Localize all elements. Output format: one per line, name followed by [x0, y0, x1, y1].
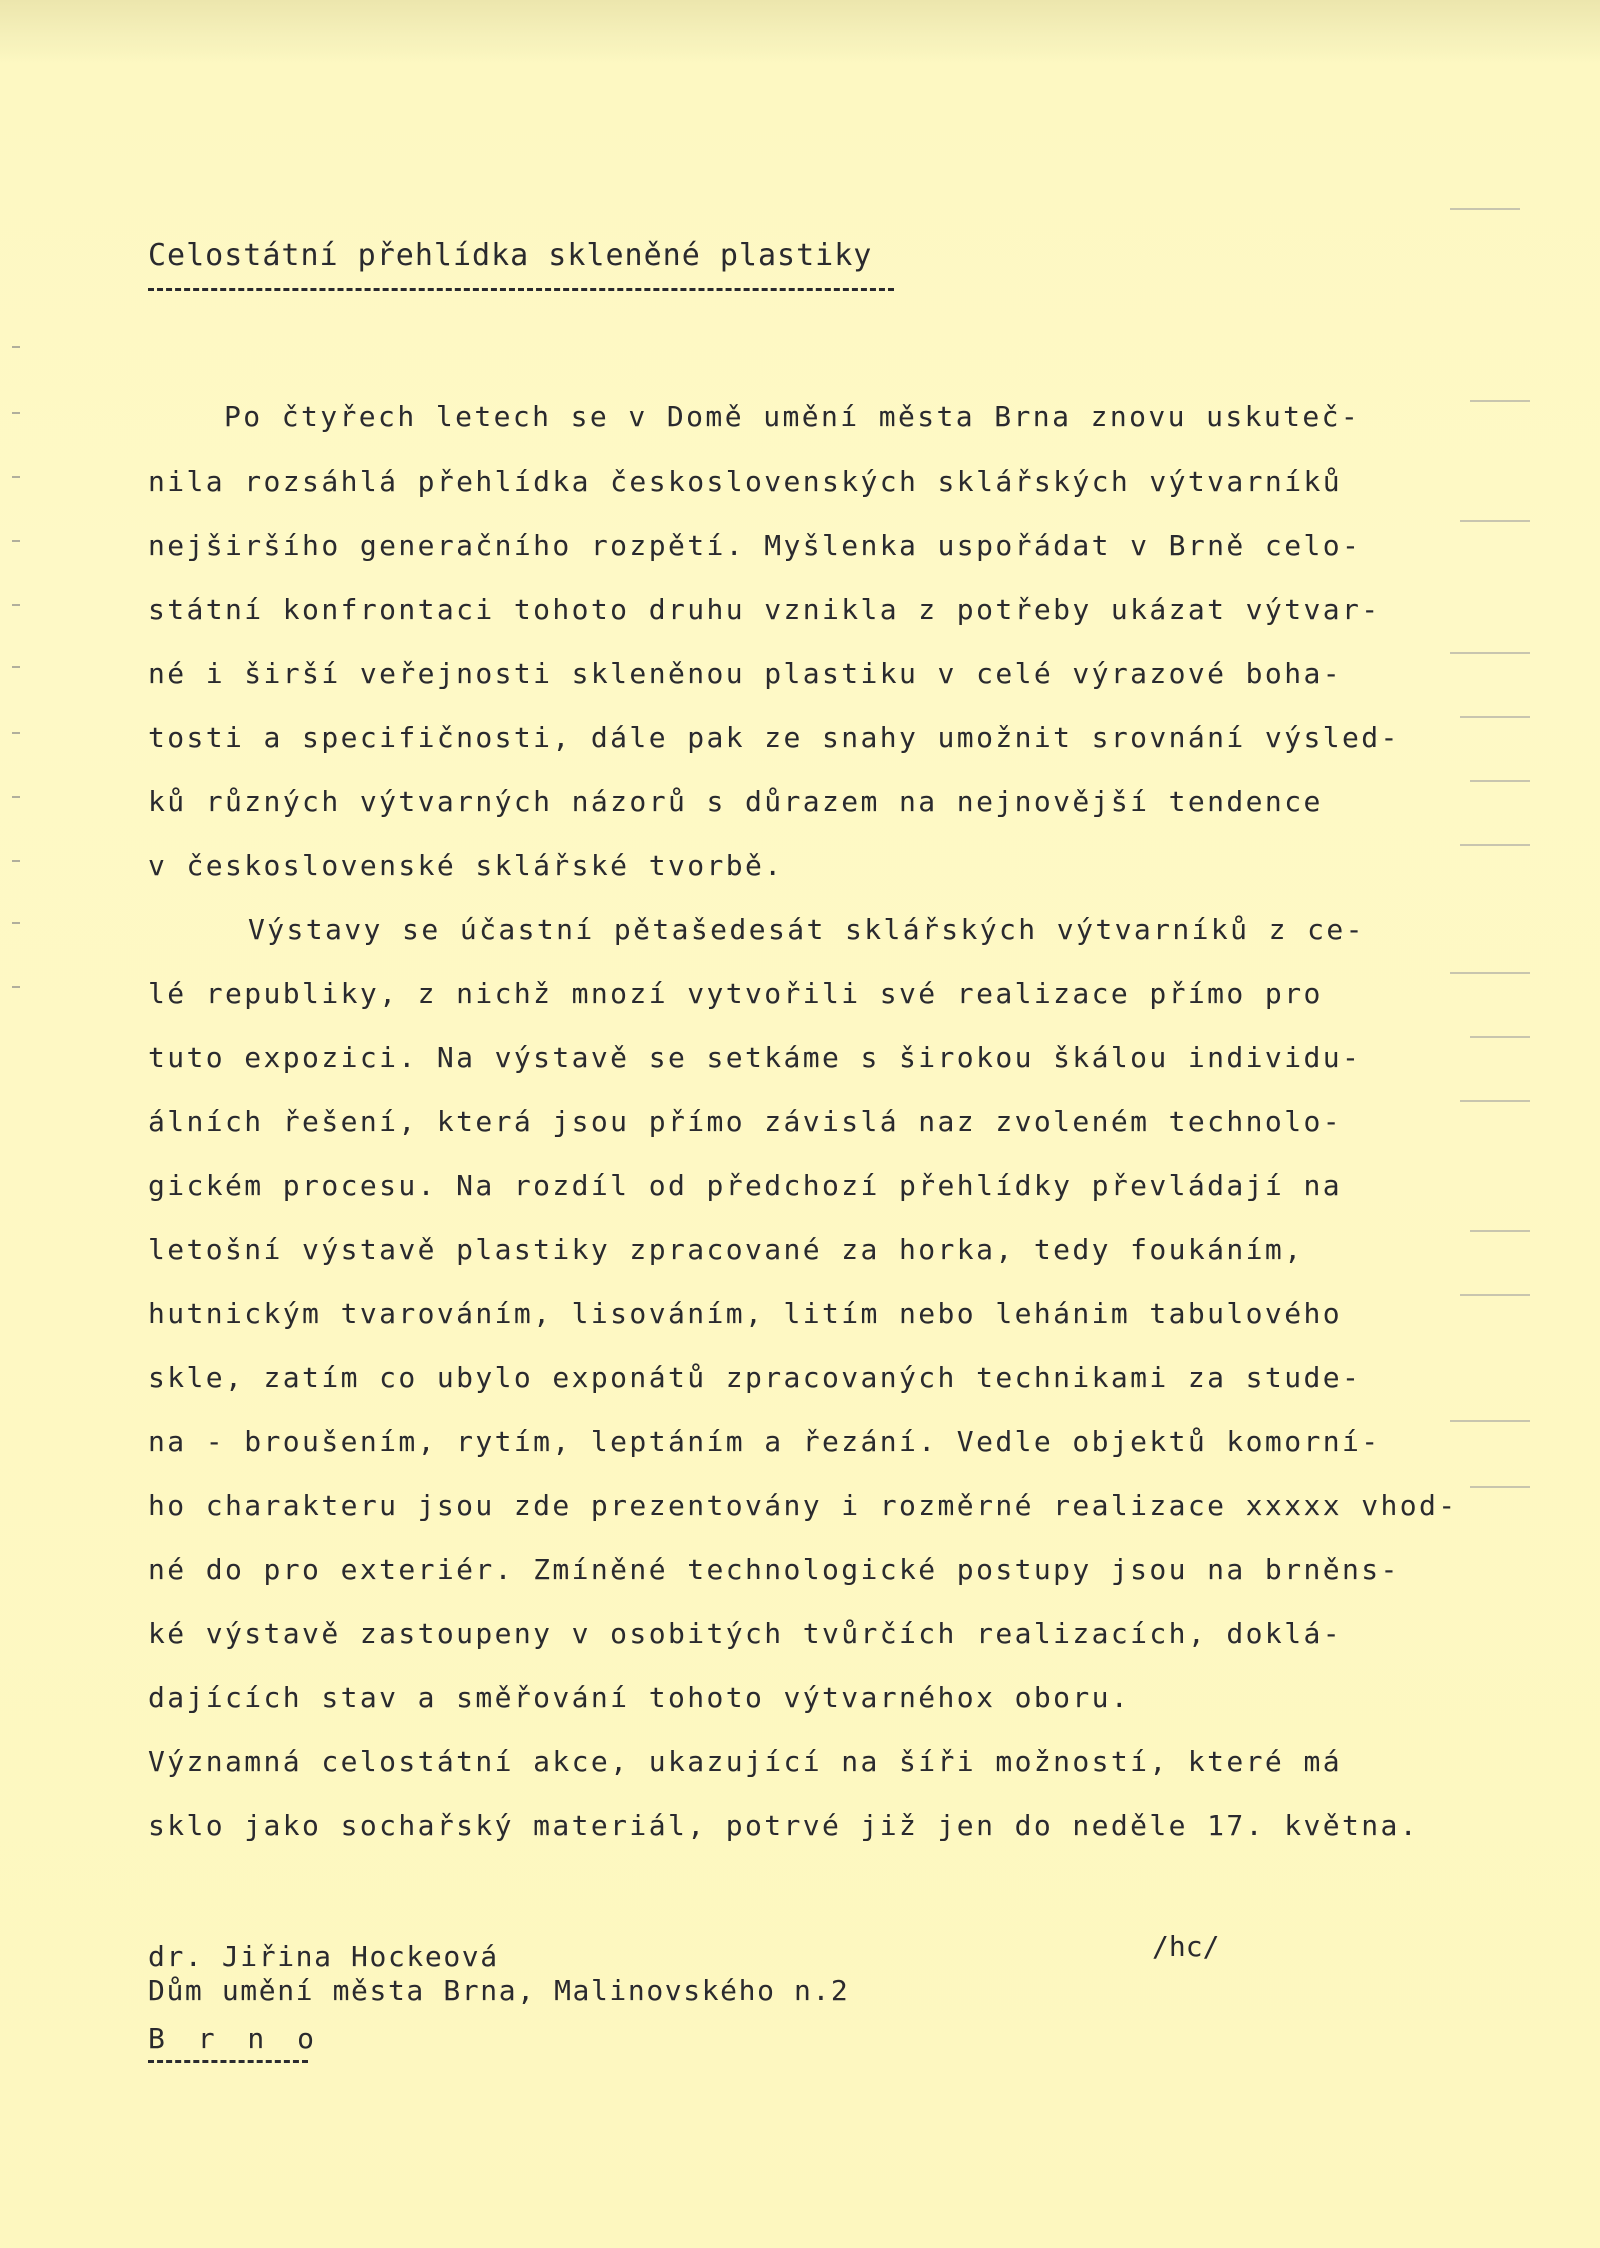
margin-mark: [12, 860, 20, 862]
margin-mark: [12, 604, 20, 606]
margin-mark: [1470, 1036, 1530, 1038]
margin-mark: [1460, 1100, 1530, 1102]
document-title: Celostátní přehlídka skleněné plastiky: [148, 238, 873, 273]
body-line: dajících stav a směřování tohoto výtvarnéhox oboru.: [148, 1681, 1131, 1714]
margin-mark: [1450, 652, 1530, 654]
body-line: lé republiky, z nichž mnozí vytvořili své realizace přímo pro: [148, 977, 1323, 1010]
margin-mark: [1470, 780, 1530, 782]
margin-mark: [1450, 1420, 1530, 1422]
margin-mark: [1460, 1294, 1530, 1296]
body-line: sklo jako sochařský materiál, potrvé již jen do neděle 17. května.: [148, 1809, 1419, 1842]
margin-mark: [12, 476, 20, 478]
body-line: nejširšího generačního rozpětí. Myšlenka uspořádat v Brně celo-: [148, 529, 1362, 562]
margin-mark: [1460, 844, 1530, 846]
body-line: ké výstavě zastoupeny v osobitých tvůrčích realizacích, doklá-: [148, 1617, 1342, 1650]
body-line: Výstavy se účastní pětašedesát sklářských výtvarníků z ce-: [248, 913, 1365, 946]
body-line: Významná celostátní akce, ukazující na šíři možností, které má: [148, 1745, 1342, 1778]
typist-initials: /hc/: [1152, 1930, 1220, 1963]
author-name: dr. Jiřina Hockeová: [148, 1940, 499, 1973]
body-line: nila rozsáhlá přehlídka československých sklářských výtvarníků: [148, 465, 1342, 498]
body-line: né i širší veřejnosti skleněnou plastiku v celé výrazové boha-: [148, 657, 1342, 690]
body-line: letošní výstavě plastiky zpracované za horka, tedy foukáním,: [148, 1233, 1304, 1266]
margin-mark: [12, 922, 20, 924]
margin-mark: [12, 986, 20, 988]
body-line: v československé sklářské tvorbě.: [148, 849, 784, 882]
author-address: Dům umění města Brna, Malinovského n.2: [148, 1974, 850, 2007]
body-line: álních řešení, která jsou přímo závislá naz zvoleném technolo-: [148, 1105, 1342, 1138]
paper-top-edge: [0, 0, 1600, 64]
margin-mark: [1460, 520, 1530, 522]
margin-mark: [12, 540, 20, 542]
body-line: hutnickým tvarováním, lisováním, litím nebo lehánim tabulového: [148, 1297, 1342, 1330]
margin-mark: [12, 346, 20, 348]
body-line: ků různých výtvarných názorů s důrazem na nejnovější tendence: [148, 785, 1323, 818]
body-line: skle, zatím co ubylo exponátů zpracovaných technikami za stude-: [148, 1361, 1362, 1394]
margin-mark: [1470, 400, 1530, 402]
margin-mark: [12, 666, 20, 668]
body-line: ho charakteru jsou zde prezentovány i rozměrné realizace xxxxx vhod-: [148, 1489, 1458, 1522]
margin-mark: [12, 732, 20, 734]
margin-mark: [1460, 716, 1530, 718]
body-line: né do pro exteriér. Zmíněné technologické postupy jsou na brněns-: [148, 1553, 1400, 1586]
body-line: gickém procesu. Na rozdíl od předchozí přehlídky převládají na: [148, 1169, 1342, 1202]
margin-mark: [1450, 972, 1530, 974]
city-underline: [148, 2060, 308, 2063]
margin-mark: [1470, 1486, 1530, 1488]
title-underline: [148, 288, 894, 291]
body-line: tosti a specifičnosti, dále pak ze snahy umožnit srovnání výsled-: [148, 721, 1400, 754]
margin-mark: [12, 796, 20, 798]
margin-mark: [12, 412, 20, 414]
body-line: státní konfrontaci tohoto druhu vznikla z potřeby ukázat výtvar-: [148, 593, 1381, 626]
city-name: B r n o: [148, 2022, 323, 2055]
body-line: Po čtyřech letech se v Domě umění města Brna znovu uskuteč-: [224, 400, 1361, 433]
body-line: tuto expozici. Na výstavě se setkáme s širokou škálou individu-: [148, 1041, 1362, 1074]
margin-mark: [1470, 1230, 1530, 1232]
body-line: na - broušením, rytím, leptáním a řezání. Vedle objektů komorní-: [148, 1425, 1381, 1458]
margin-mark: [1450, 208, 1520, 210]
